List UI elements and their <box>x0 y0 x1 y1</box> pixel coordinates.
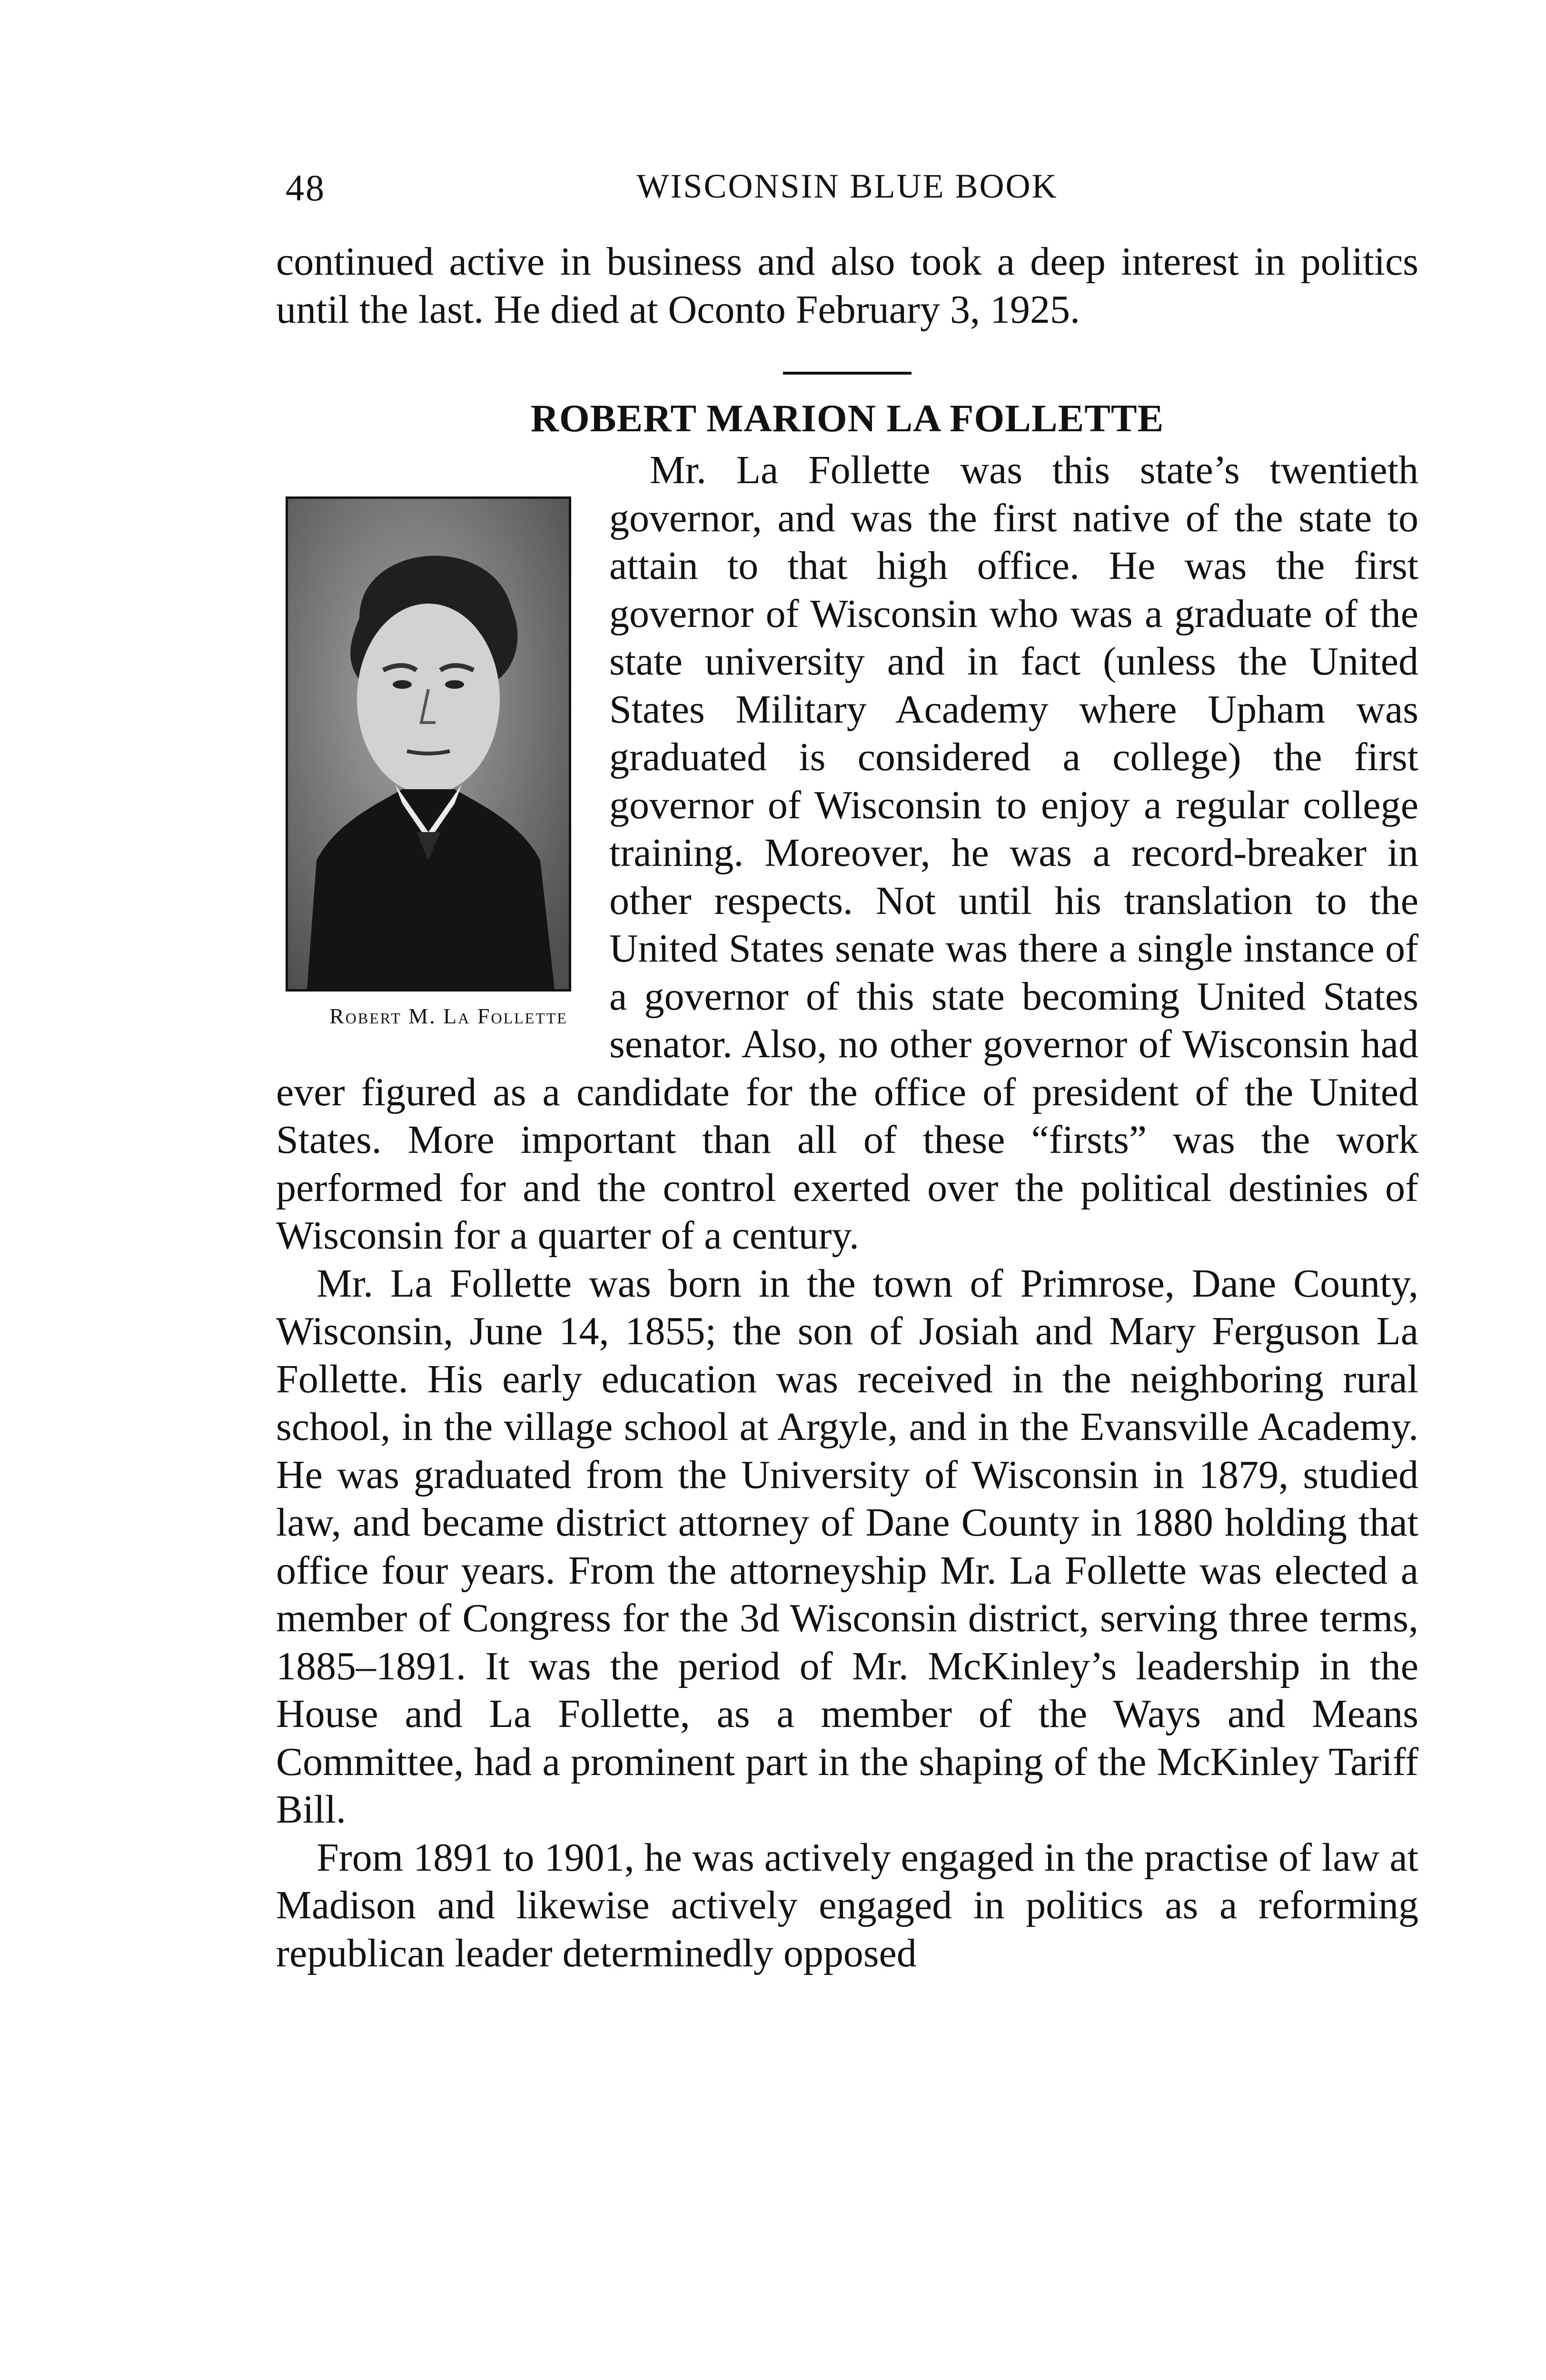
portrait-caption: Robert M. La Follette <box>329 1004 568 1028</box>
page-number: 48 <box>286 167 326 208</box>
paragraph-text: Mr. La Follette was this state’s twentieth governor, and was the first native of the state to attain to that high office. He was the first governor of Wisconsin who was a graduate of the state university and in fact (unless the United States Military Academy where Upham was graduated is considered a college) the first governor of Wisconsin to enjoy a regular college training. Moreover, he was a record-breaker in other respects. Not until his translation to the United States senate was there a single instance of a governor of this state becoming United States senator. Also, no other governor of Wisconsin had ever figured as a candidate for the office of president of the United States. More important than all of these “firsts” was the work performed for and the control exerted over the political destinies of Wisconsin for a quarter of a century. <box>276 448 1418 1258</box>
book-title: WISCONSIN BLUE BOOK <box>636 167 1058 205</box>
running-head <box>276 167 1418 209</box>
body-paragraph-1 <box>276 446 1418 1260</box>
section-divider <box>783 372 912 375</box>
portrait-figure <box>276 496 581 1031</box>
body-paragraph-2: Mr. La Follette was born in the town of Primrose, Dane County, Wisconsin, June 14, 1855; the son of Josiah and Mary Ferguson La Follette. His early education was received in the neighboring rural school, in the village school at Argyle, and in the Evansville Academy. He was graduated from the University of Wisconsin in 1879, studied law, and became district attorney of Dane County in 1880 holding that office four years. From the attorneyship Mr. La Follette was elected a member of Congress for the 3d Wisconsin district, serving three terms, 1885–1891. It was the period of Mr. McKinley’s leadership in the House and La Follette, as a member of the Ways and Means Committee, had a prominent part in the shaping of the McKinley Tariff Bill. <box>276 1261 1418 1832</box>
body-paragraph-3: From 1891 to 1901, he was actively engaged in the practise of law at Madison and likewise actively engaged in politics as a reforming republican leader determinedly opposed <box>276 1835 1418 1975</box>
section-title: ROBERT MARION LA FOLLETTE <box>530 397 1164 440</box>
portrait-image <box>288 499 569 989</box>
portrait-photo <box>286 496 571 992</box>
continuation-paragraph: continued active in business and also took a deep interest in politics until the last. He died at Oconto February 3, 1925. <box>276 239 1418 332</box>
page-content <box>276 167 1418 1977</box>
